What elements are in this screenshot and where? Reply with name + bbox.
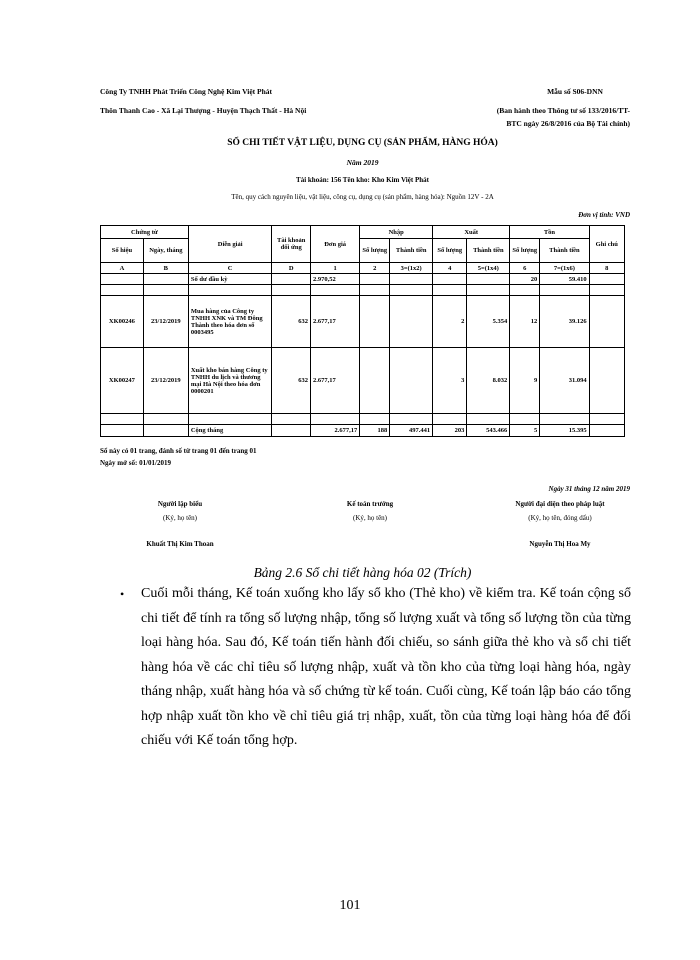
header-unit-price: Đơn giá bbox=[310, 226, 359, 263]
header-voucher-no: Số hiệu bbox=[101, 239, 144, 263]
sign-date: Ngày 31 tháng 12 năm 2019 bbox=[548, 485, 630, 493]
code-row bbox=[101, 263, 625, 274]
spec-line: Tên, quy cách nguyên liệu, vật liệu, công cụ, dụng cụ (sản phẩm, hàng hóa): Nguồn 12V - 2A bbox=[231, 193, 494, 201]
opening-stock-qty: 20 bbox=[510, 274, 540, 285]
header-voucher: Chứng từ bbox=[101, 226, 189, 239]
row-stock-amount: 31.094 bbox=[540, 348, 589, 414]
code-cell: 7=(1x6) bbox=[540, 263, 589, 274]
row-description: Mua hàng của Công ty TNHH XNK và TM Đông Thành theo hóa đơn số 0003495 bbox=[188, 296, 272, 348]
header-in-amount: Thành tiền bbox=[390, 239, 433, 263]
code-cell: C bbox=[188, 263, 272, 274]
total-out-qty: 203 bbox=[433, 425, 467, 437]
row-stock-qty: 9 bbox=[510, 348, 540, 414]
ellipsis-row bbox=[101, 414, 625, 425]
ledger-title: SỔ CHI TIẾT VẬT LIỆU, DỤNG CỤ (SẢN PHẨM, HÀNG HÓA) bbox=[227, 138, 498, 148]
preparer-title: Người lập biểu bbox=[157, 500, 203, 508]
table-caption: Bảng 2.6 Sổ chi tiết hàng hóa 02 (Trích) bbox=[253, 565, 472, 580]
total-in-amount: 497.441 bbox=[390, 425, 433, 437]
opening-desc: Số dư đầu kỳ bbox=[188, 274, 272, 285]
account-line: Tài khoản: 156 Tên kho: Kho Kim Việt Phát bbox=[296, 176, 429, 184]
header-in-qty: Số lượng bbox=[360, 239, 390, 263]
opening-stock-amount: 59.410 bbox=[540, 274, 589, 285]
row-out-amount: 8.032 bbox=[467, 348, 510, 414]
total-out-amount: 543.466 bbox=[467, 425, 510, 437]
company-name: Công Ty TNHH Phát Triển Công Nghệ Kim Việt Phát bbox=[100, 87, 273, 96]
table-row bbox=[101, 348, 625, 414]
header-out: Xuất bbox=[433, 226, 510, 239]
header-out-amount: Thành tiền bbox=[467, 239, 510, 263]
header-account: Tài khoản đối ứng bbox=[272, 226, 311, 263]
row-out-qty: 3 bbox=[433, 348, 467, 414]
header-voucher-date: Ngày, tháng bbox=[143, 239, 188, 263]
company-address: Thôn Thanh Cao - Xã Lại Thượng - Huyện Thạch Thất - Hà Nội bbox=[100, 106, 307, 115]
voucher-no: XK00246 bbox=[101, 296, 144, 348]
chief-accountant-title: Kế toán trưởng bbox=[346, 500, 394, 508]
form-code: Mẫu số S06-DNN bbox=[547, 87, 603, 96]
legal-rep-sign-note: (Ký, họ tên, đóng dấu) bbox=[528, 514, 592, 522]
form-reference-line-2: BTC ngày 26/8/2016 của Bộ Tài chính) bbox=[506, 119, 630, 128]
total-desc: Cộng tháng bbox=[188, 425, 272, 437]
voucher-date: 23/12/2019 bbox=[143, 296, 188, 348]
table-row bbox=[101, 296, 625, 348]
voucher-no: XK00247 bbox=[101, 348, 144, 414]
preparer-name: Khuất Thị Kim Thoan bbox=[146, 540, 214, 548]
legal-rep-name: Nguyễn Thị Hoa My bbox=[529, 540, 591, 548]
row-price: 2.677,17 bbox=[310, 296, 359, 348]
header-stock-amount: Thành tiền bbox=[540, 239, 589, 263]
ellipsis-row bbox=[101, 285, 625, 296]
currency-unit: Đơn vị tính: VND bbox=[578, 211, 630, 219]
code-cell: 2 bbox=[360, 263, 390, 274]
header-in: Nhập bbox=[360, 226, 433, 239]
form-reference-line-1: (Ban hành theo Thông tư số 133/2016/TT- bbox=[496, 106, 630, 115]
header-stock-qty: Số lượng bbox=[510, 239, 540, 263]
total-row bbox=[101, 425, 625, 437]
legal-rep-title: Người đại diện theo pháp luật bbox=[515, 500, 605, 508]
page-count-note: Sổ này có 01 trang, đánh số từ trang 01 đến trang 01 bbox=[100, 447, 257, 455]
ledger-year: Năm 2019 bbox=[346, 158, 379, 167]
code-cell: A bbox=[101, 263, 144, 274]
code-cell: 1 bbox=[310, 263, 359, 274]
header-stock: Tồn bbox=[510, 226, 589, 239]
row-account: 632 bbox=[272, 348, 311, 414]
code-cell: 4 bbox=[433, 263, 467, 274]
code-cell: 3=(1x2) bbox=[390, 263, 433, 274]
row-account: 632 bbox=[272, 296, 311, 348]
page-number: 101 bbox=[339, 898, 361, 913]
total-stock-amount: 15.395 bbox=[540, 425, 589, 437]
ledger-table bbox=[100, 225, 625, 437]
header-note: Ghi chú bbox=[589, 226, 624, 263]
code-cell: 5=(1x4) bbox=[467, 263, 510, 274]
body-paragraph: Cuối mỗi tháng, Kế toán xuống kho lấy sổ kho (Thẻ kho) về kiểm tra. Kế toán cộng sổ chi tiết để tính ra tổng số lượng nhập, tổng số lượng xuất và tổng số lượng tồn của từng loại hàng hóa. Sau đó, Kế toán tiến hành đối chiếu, so sánh giữa thẻ kho và sổ chi tiết hàng hóa về các chỉ tiêu số lượng nhập, xuất và tồn kho của từng loại hàng hóa, ngày tháng nhập, xuất hàng hóa và số chứng từ kế toán. Cuối cùng, Kế toán lập báo cáo tổng hợp nhập xuất tồn kho về chỉ tiêu giá trị nhập, xuất, tồn của từng loại hàng hóa để đối chiếu với Kế toán tổng hợp. bbox=[141, 586, 631, 748]
header-description: Diễn giải bbox=[188, 226, 272, 263]
preparer-sign-note: (Ký, họ tên) bbox=[162, 514, 198, 522]
row-stock-qty: 12 bbox=[510, 296, 540, 348]
code-cell: 8 bbox=[589, 263, 624, 274]
row-out-amount: 5.354 bbox=[467, 296, 510, 348]
code-cell: 6 bbox=[510, 263, 540, 274]
total-in-qty: 188 bbox=[360, 425, 390, 437]
voucher-date: 23/12/2019 bbox=[143, 348, 188, 414]
row-out-qty: 2 bbox=[433, 296, 467, 348]
code-cell: D bbox=[272, 263, 311, 274]
bullet-marker: • bbox=[120, 587, 125, 601]
row-price: 2.677,17 bbox=[310, 348, 359, 414]
open-date-note: Ngày mở sổ: 01/01/2019 bbox=[100, 459, 171, 467]
code-cell: B bbox=[143, 263, 188, 274]
total-price: 2.677,17 bbox=[310, 425, 359, 437]
header-out-qty: Số lượng bbox=[433, 239, 467, 263]
opening-balance-row bbox=[101, 274, 625, 285]
total-stock-qty: 5 bbox=[510, 425, 540, 437]
row-stock-amount: 39.126 bbox=[540, 296, 589, 348]
chief-accountant-sign-note: (Ký, họ tên) bbox=[352, 514, 388, 522]
opening-price: 2.970,52 bbox=[310, 274, 359, 285]
row-description: Xuất kho bán hàng Công ty TNHH du lịch và thương mại Hà Nội theo hóa đơn 0000201 bbox=[188, 348, 272, 414]
